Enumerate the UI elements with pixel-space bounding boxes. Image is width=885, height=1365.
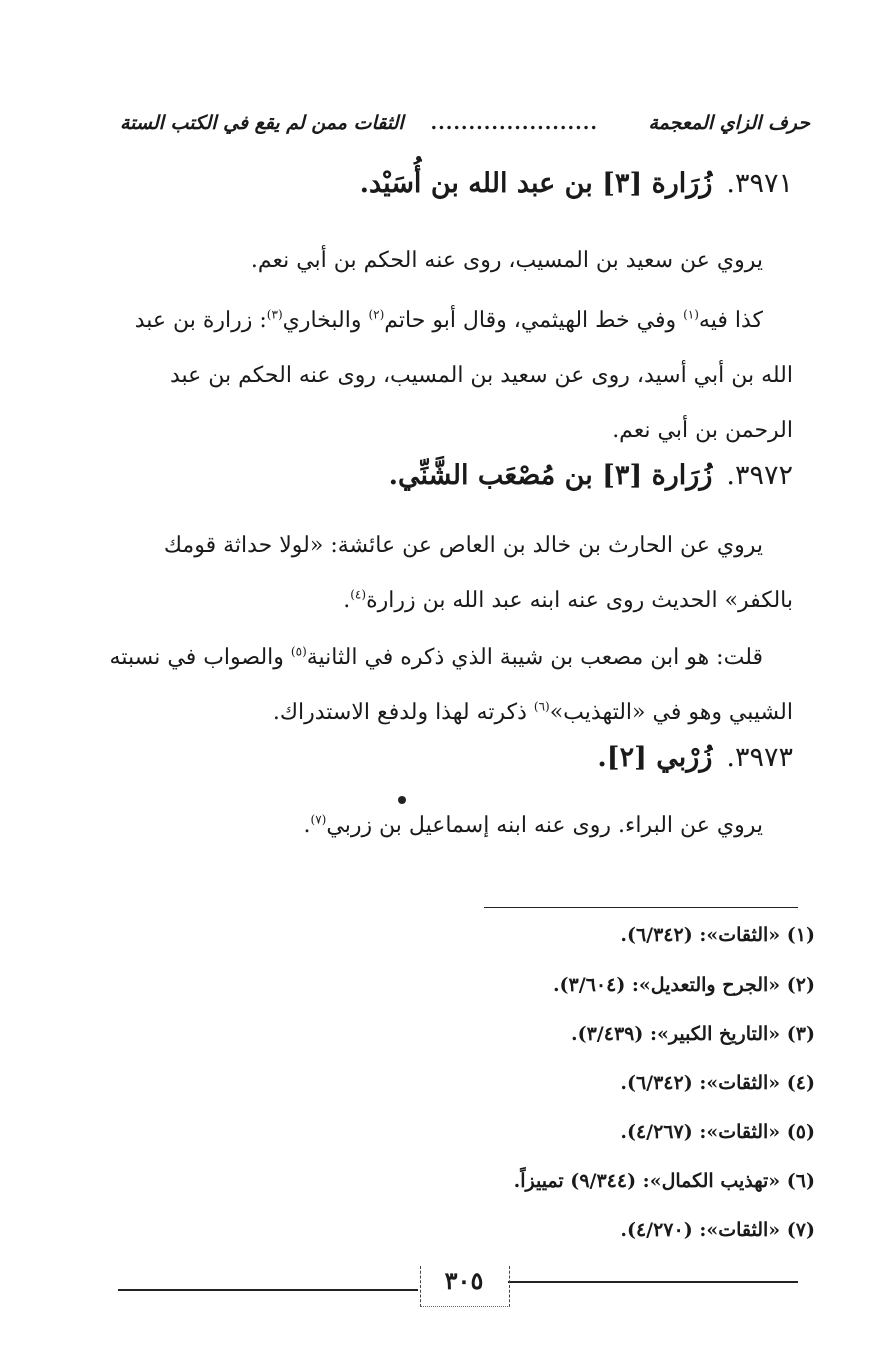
entry-paragraph: كذا فيه$^{(١)}$ وفي خط الهيثمي، وقال أبو حاتم$^{(٢)}$ والبخاري$^{(٣)}$: زرارة بن عبد الله بن أبي أسيد، روى عن سعيد بن المسيب، روى عنه الحكم بن عبد الرحمن بن أبي نعم. (134, 307, 793, 443)
bottom-rule (508, 1281, 798, 1283)
footnote: (١) «الثقات»: (٦/٣٤٢). (620, 924, 815, 946)
entry-name: زُرَارة [٣] بن عبد الله بن أُسَيْد. (359, 168, 713, 199)
entry-number: ٣٩٧٣. (726, 742, 793, 773)
entry-title (103, 460, 793, 491)
footnote: (٢) «الجرح والتعديل»: (٣/٦٠٤). (552, 974, 815, 996)
header-book-title: الثقات ممن لم يقع في الكتب الستة (120, 112, 404, 134)
entry-paragraph: قلت: هو ابن مصعب بن شيبة الذي ذكره في الثانية$^{(٥)}$ والصواب في نسبته الشيبي وهو في «التهذيب»$^{(٦)}$ ذكرته لهذا ولدفع الاستدراك. (109, 644, 793, 725)
entry-number: ٣٩٧١. (726, 168, 793, 199)
footnote-ref: (١) (683, 307, 699, 322)
entry-name: زُرْبي [٢]. (597, 742, 713, 773)
bottom-rule (118, 1289, 418, 1291)
entry-paragraph: يروي عن البراء. روى عنه ابنه إسماعيل بن زربي$^{(٧)}$. (303, 812, 763, 838)
entry-title (103, 168, 793, 199)
header-dots: ...................... (430, 112, 598, 134)
header-chapter: حرف الزاي المعجمة (648, 112, 810, 134)
footnote: (٧) «الثقات»: (٤/٢٧٠). (620, 1219, 815, 1241)
footnote: (٦) «تهذيب الكمال»: (٩/٣٤٤) تمييزاً. (513, 1170, 815, 1192)
footnote: (٥) «الثقات»: (٤/٢٦٧). (620, 1121, 815, 1143)
footnote-ref: (٤) (350, 587, 367, 602)
footnote: (٣) «التاريخ الكبير»: (٣/٤٣٩). (570, 1023, 815, 1045)
footnote: (٤) «الثقات»: (٦/٣٤٢). (620, 1072, 815, 1094)
footnote-ref: (٢) (368, 307, 385, 322)
footnote-ref: (٥) (290, 644, 307, 659)
footnote-ref: (٣) (266, 307, 283, 322)
footnote-separator (484, 907, 798, 908)
entry-number: ٣٩٧٢. (726, 460, 793, 491)
page-number: ٣٠٥ (444, 1266, 484, 1295)
entry-title (103, 742, 793, 773)
footnote-ref: (٧) (310, 812, 327, 827)
entry-paragraph: يروي عن الحارث بن خالد بن العاص عن عائشة: «لولا حداثة قومك بالكفر» الحديث روى عنه ابنه عبد الله بن زرارة$^{(٤)}$. (163, 533, 793, 613)
entry-paragraph: يروي عن سعيد بن المسيب، روى عنه الحكم بن أبي نعم. (250, 248, 763, 273)
entry-name: زُرَارة [٣] بن مُصْعَب الشَّنِّي. (388, 460, 713, 491)
footnote-ref: (٦) (533, 699, 550, 714)
